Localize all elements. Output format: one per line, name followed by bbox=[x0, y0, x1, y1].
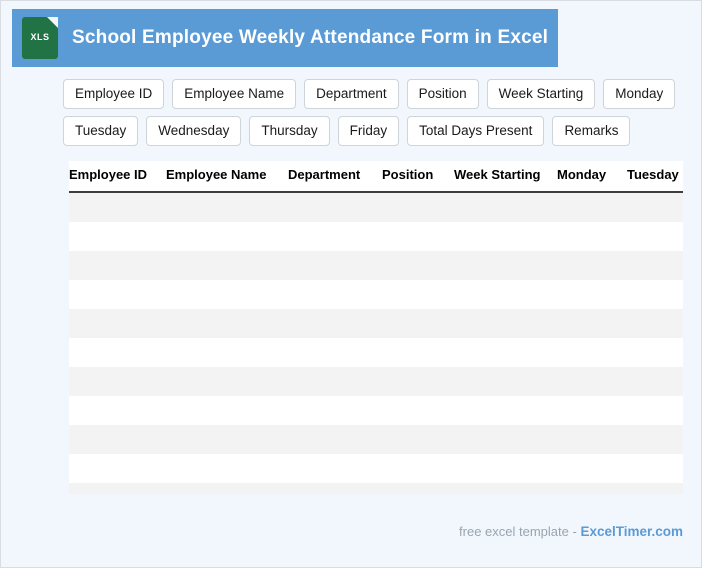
table-row[interactable] bbox=[69, 280, 683, 309]
table-cell[interactable] bbox=[288, 280, 382, 309]
table-cell[interactable] bbox=[382, 280, 454, 309]
table-row[interactable] bbox=[69, 222, 683, 251]
column-header-employee-id: Employee ID bbox=[69, 161, 166, 192]
table-cell[interactable] bbox=[454, 425, 557, 454]
field-chip-total-days-present[interactable]: Total Days Present bbox=[407, 116, 544, 146]
xls-file-icon bbox=[22, 17, 58, 59]
table-cell[interactable] bbox=[557, 251, 627, 280]
table-row[interactable] bbox=[69, 192, 683, 222]
table-cell[interactable] bbox=[166, 192, 288, 222]
table-cell[interactable] bbox=[454, 396, 557, 425]
page-title: School Employee Weekly Attendance Form in Excel bbox=[72, 27, 549, 48]
table-cell[interactable] bbox=[454, 192, 557, 222]
table-row[interactable] bbox=[69, 251, 683, 280]
table-cell[interactable] bbox=[69, 222, 166, 251]
table-cell[interactable] bbox=[627, 222, 683, 251]
table-cell[interactable] bbox=[557, 222, 627, 251]
table-cell[interactable] bbox=[627, 367, 683, 396]
column-header-employee-name: Employee Name bbox=[166, 161, 288, 192]
table-cell[interactable] bbox=[627, 251, 683, 280]
header-bar bbox=[12, 9, 558, 67]
table-cell[interactable] bbox=[627, 425, 683, 454]
table-cell[interactable] bbox=[557, 338, 627, 367]
table-cell[interactable] bbox=[166, 251, 288, 280]
field-chip-friday[interactable]: Friday bbox=[338, 116, 400, 146]
table-row[interactable] bbox=[69, 338, 683, 367]
field-chip-wednesday[interactable]: Wednesday bbox=[146, 116, 241, 146]
table-cell[interactable] bbox=[288, 222, 382, 251]
table-row[interactable] bbox=[69, 425, 683, 454]
table-cell[interactable] bbox=[454, 280, 557, 309]
table-cell[interactable] bbox=[69, 251, 166, 280]
table-cell[interactable] bbox=[382, 251, 454, 280]
table-cell[interactable] bbox=[382, 222, 454, 251]
column-header-tuesday: Tuesday bbox=[627, 161, 683, 192]
table-cell[interactable] bbox=[288, 425, 382, 454]
table-cell[interactable] bbox=[557, 192, 627, 222]
table-cell[interactable] bbox=[69, 309, 166, 338]
table-cell[interactable] bbox=[288, 192, 382, 222]
table-cell[interactable] bbox=[382, 483, 454, 494]
table-cell[interactable] bbox=[382, 454, 454, 483]
footer-credit bbox=[459, 524, 683, 539]
table-row[interactable] bbox=[69, 396, 683, 425]
table-cell[interactable] bbox=[166, 483, 288, 494]
table-cell[interactable] bbox=[166, 396, 288, 425]
table-cell[interactable] bbox=[166, 454, 288, 483]
table-cell[interactable] bbox=[627, 454, 683, 483]
table-cell[interactable] bbox=[288, 338, 382, 367]
table-cell[interactable] bbox=[382, 367, 454, 396]
table-cell[interactable] bbox=[288, 396, 382, 425]
column-header-week-starting: Week Starting bbox=[454, 161, 557, 192]
table-cell[interactable] bbox=[69, 280, 166, 309]
attendance-table-container bbox=[69, 161, 683, 494]
xls-icon-label: XLS bbox=[30, 32, 50, 42]
table-cell[interactable] bbox=[166, 280, 288, 309]
field-chip-monday[interactable]: Monday bbox=[603, 79, 675, 109]
table-cell[interactable] bbox=[557, 280, 627, 309]
field-chip-group bbox=[63, 79, 683, 153]
table-cell[interactable] bbox=[69, 425, 166, 454]
table-cell[interactable] bbox=[166, 309, 288, 338]
table-row[interactable] bbox=[69, 309, 683, 338]
table-cell[interactable] bbox=[69, 454, 166, 483]
footer-text: free excel template - bbox=[459, 524, 577, 539]
table-cell[interactable] bbox=[382, 309, 454, 338]
field-chip-row-2 bbox=[63, 116, 683, 146]
table-body bbox=[69, 192, 683, 494]
field-chip-row-1 bbox=[63, 79, 683, 109]
table-cell[interactable] bbox=[557, 309, 627, 338]
table-cell[interactable] bbox=[557, 396, 627, 425]
table-cell[interactable] bbox=[454, 367, 557, 396]
field-chip-employee-id[interactable]: Employee ID bbox=[63, 79, 164, 109]
table-cell[interactable] bbox=[69, 483, 166, 494]
table-header-row bbox=[69, 161, 683, 192]
table-cell[interactable] bbox=[69, 396, 166, 425]
field-chip-remarks[interactable]: Remarks bbox=[552, 116, 630, 146]
table-cell[interactable] bbox=[557, 454, 627, 483]
field-chip-position[interactable]: Position bbox=[407, 79, 479, 109]
field-chip-tuesday[interactable]: Tuesday bbox=[63, 116, 138, 146]
table-cell[interactable] bbox=[288, 367, 382, 396]
table-cell[interactable] bbox=[166, 222, 288, 251]
table-cell[interactable] bbox=[288, 483, 382, 494]
table-cell[interactable] bbox=[166, 367, 288, 396]
table-cell[interactable] bbox=[382, 425, 454, 454]
table-row[interactable] bbox=[69, 454, 683, 483]
table-cell[interactable] bbox=[166, 425, 288, 454]
table-cell[interactable] bbox=[557, 483, 627, 494]
table-cell[interactable] bbox=[69, 338, 166, 367]
table-cell[interactable] bbox=[627, 192, 683, 222]
field-chip-department[interactable]: Department bbox=[304, 79, 399, 109]
table-cell[interactable] bbox=[557, 367, 627, 396]
table-cell[interactable] bbox=[454, 483, 557, 494]
table-cell[interactable] bbox=[454, 309, 557, 338]
table-cell[interactable] bbox=[627, 338, 683, 367]
table-cell[interactable] bbox=[454, 251, 557, 280]
column-header-position: Position bbox=[382, 161, 454, 192]
table-cell[interactable] bbox=[454, 338, 557, 367]
table-cell[interactable] bbox=[288, 251, 382, 280]
field-chip-week-starting[interactable]: Week Starting bbox=[487, 79, 596, 109]
table-cell[interactable] bbox=[69, 192, 166, 222]
table-cell[interactable] bbox=[454, 222, 557, 251]
table-cell[interactable] bbox=[557, 425, 627, 454]
table-cell[interactable] bbox=[382, 338, 454, 367]
table-cell[interactable] bbox=[166, 338, 288, 367]
table-cell[interactable] bbox=[382, 192, 454, 222]
field-chip-thursday[interactable]: Thursday bbox=[249, 116, 329, 146]
table-cell[interactable] bbox=[288, 454, 382, 483]
table-cell[interactable] bbox=[69, 367, 166, 396]
table-cell[interactable] bbox=[382, 396, 454, 425]
table-cell[interactable] bbox=[288, 309, 382, 338]
table-cell[interactable] bbox=[454, 454, 557, 483]
table-cell[interactable] bbox=[627, 280, 683, 309]
table-row[interactable] bbox=[69, 367, 683, 396]
table-cell[interactable] bbox=[627, 483, 683, 494]
field-chip-employee-name[interactable]: Employee Name bbox=[172, 79, 296, 109]
table-row[interactable] bbox=[69, 483, 683, 494]
column-header-monday: Monday bbox=[557, 161, 627, 192]
column-header-department: Department bbox=[288, 161, 382, 192]
attendance-table bbox=[69, 161, 683, 494]
table-cell[interactable] bbox=[627, 309, 683, 338]
xls-icon-fold bbox=[47, 17, 58, 28]
footer-brand-link[interactable]: ExcelTimer.com bbox=[580, 524, 683, 539]
table-cell[interactable] bbox=[627, 396, 683, 425]
